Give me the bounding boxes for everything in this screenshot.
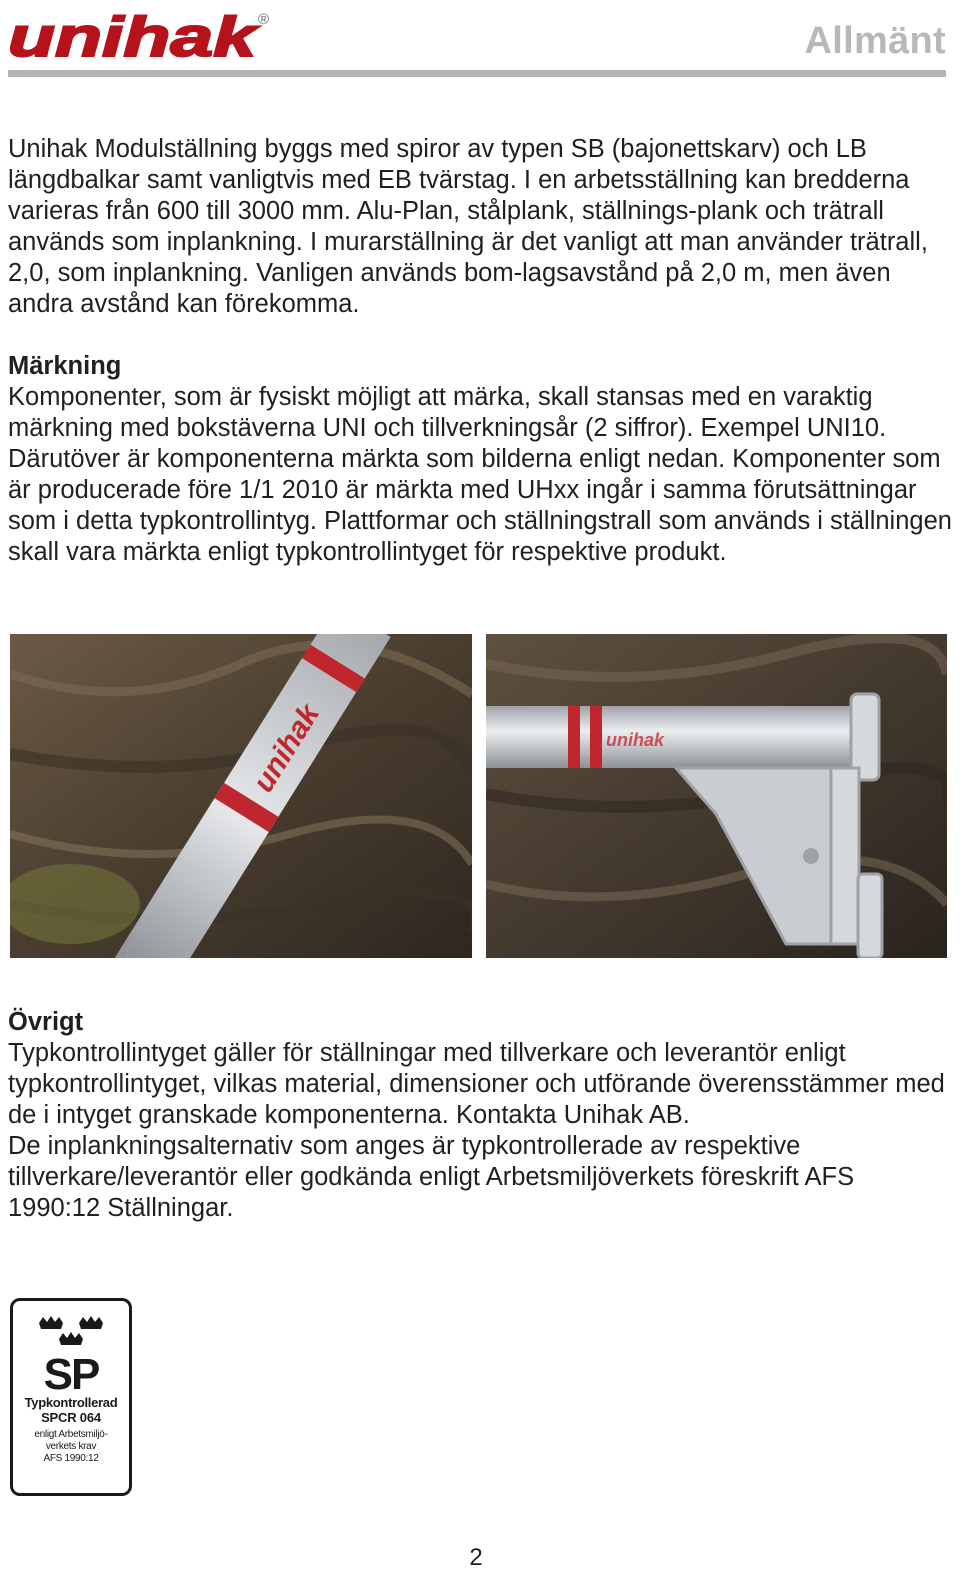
ovrigt-paragraph-2: De inplankningsalternativ som anges är typkontrollerade av respektive tillverkare/leverantör eller godkända enligt Arbetsmiljöverkets föreskrift AFS 1990:12 Ställningar. <box>8 1132 855 1222</box>
logo-registered-mark: ® <box>258 11 270 28</box>
cert-line-2: verkets krav <box>45 1441 97 1452</box>
section-title: Allmänt <box>804 20 946 62</box>
header-divider <box>8 70 946 77</box>
logo-wordmark: unihak <box>8 8 260 68</box>
ovrigt-section <box>8 1007 952 1224</box>
cert-title: Typkontrollerad <box>24 1395 118 1410</box>
photo-marked-ledger <box>486 634 947 958</box>
photo-right-label: unihak <box>606 730 665 750</box>
markning-section <box>8 351 952 568</box>
ovrigt-heading: Övrigt <box>8 1008 84 1036</box>
unihak-logo-icon <box>8 8 278 68</box>
cert-line-3: AFS 1990:12 <box>43 1453 99 1464</box>
page-number: 2 <box>469 1544 483 1571</box>
markning-paragraph: Komponenter, som är fysiskt möjligt att märka, skall stansas med en varaktig märkning med bokstäverna UNI och tillverkningsår (2 siffror). Exempel UNI10. Därutöver är komponenterna märkta som bilderna enligt nedan. Komponenter som är producerade före 1/1 2010 är märkta med UHxx ingår i samma förutsättningar som i detta typkontrollintyg. Plattformar och ställningstrall som används i ställningen skall vara märkta enligt typkontrollintyget för respektive produkt. <box>8 383 952 566</box>
sp-mark: SP <box>43 1350 99 1393</box>
photo-marked-standard <box>10 634 472 958</box>
cert-line-1: enligt Arbetsmiljö- <box>34 1429 108 1440</box>
ovrigt-paragraph-1: Typkontrollintyget gäller för ställningar med tillverkare och leverantör enligt typkontrollintyget, vilkas material, dimensioner och utförande överensstämmer med de i intyget granskade komponenterna. Kontakta Unihak AB. <box>8 1039 945 1129</box>
markning-heading: Märkning <box>8 352 122 380</box>
page-header <box>8 6 946 78</box>
intro-section <box>8 134 952 320</box>
intro-paragraph: Unihak Modulställning byggs med spiror av typen SB (bajonettskarv) och LB längdbalkar samt vanligtvis med EB tvärstag. I en arbetsställning kan bredderna varieras från 600 till 3000 mm. Alu-Plan, stålplank, ställnings-plank och trätrall används som inplankning. I murarställning är det vanligt att man använder trätrall, 2,0, som inplankning. Vanligen används bom-lagsavstånd på 2,0 m, men även andra avstånd kan förekomma. <box>8 135 928 318</box>
three-crowns-icon <box>31 1315 111 1393</box>
sp-certification-badge <box>10 1298 132 1496</box>
photo-left-label: unihak <box>246 698 327 798</box>
cert-code: SPCR 064 <box>41 1410 101 1425</box>
